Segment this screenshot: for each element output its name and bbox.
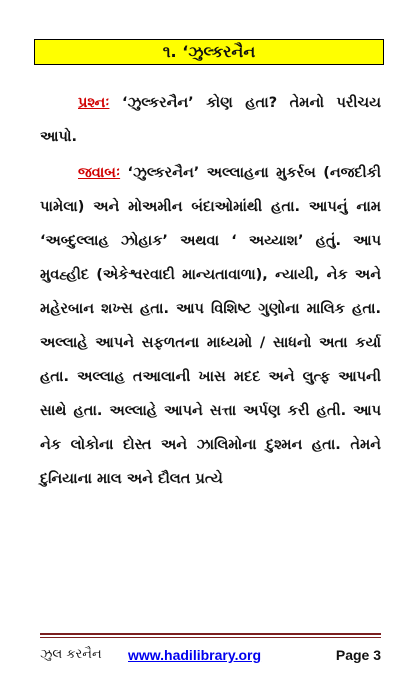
footer-book-title: ઝુલ કરનૈન: [40, 647, 102, 662]
question-paragraph: [40, 86, 381, 154]
answer-paragraph: [40, 156, 381, 496]
chapter-title-text: ૧. ‘ઝુલ્કરનૈન: [162, 42, 256, 61]
page-footer: [40, 645, 381, 665]
question-text: ‘ઝુલ્કરનૈન’ કોણ હતા? તેમનો પરીચય આપો.: [40, 95, 381, 145]
footer-website-link[interactable]: www.hadilibrary.org: [128, 647, 262, 663]
footer-divider: [40, 633, 381, 635]
page-number: Page 3: [335, 647, 381, 663]
answer-text: ‘ઝુલ્કરનૈન’ અલ્લાહના મુકર્રબ (નજદીકી પામેલા) અને મોઅમીન બંદાઓમાંથી હતા. આપનું નામ ‘અબ્દુલ્લાહ ઝોહાક’ અથવા ‘ અય્યાશ’ હતું. આપ મુવહ્હીદ (એકેશ્વરવાદી માન્યતાવાળા), ન્યાયી, નેક અને મહેરબાન શખ્સ હતા. આપ વિશિષ્ટ ગુણોના માલિક હતા. અલ્લાહે આપને સફળતના માધ્યમો / સાધનો અતા કર્યા હતા. અલ્લાહ તઆલાની ખાસ મદદ અને લુત્ફ આપની સાથે હતા. અલ્લાહે આપને સત્તા અર્પણ કરી હતી. આપ નેક લોકોના દોસ્ત અને ઝાલિમોના દુશ્મન હતા. તેમને દુનિયાના માલ અને દૌલત પ્રત્યે: [40, 165, 381, 487]
chapter-title: [34, 39, 384, 65]
question-label: પ્રશ્નઃ: [78, 95, 110, 111]
answer-label: જવાબઃ: [78, 165, 121, 181]
footer-divider-thin: [40, 637, 381, 638]
